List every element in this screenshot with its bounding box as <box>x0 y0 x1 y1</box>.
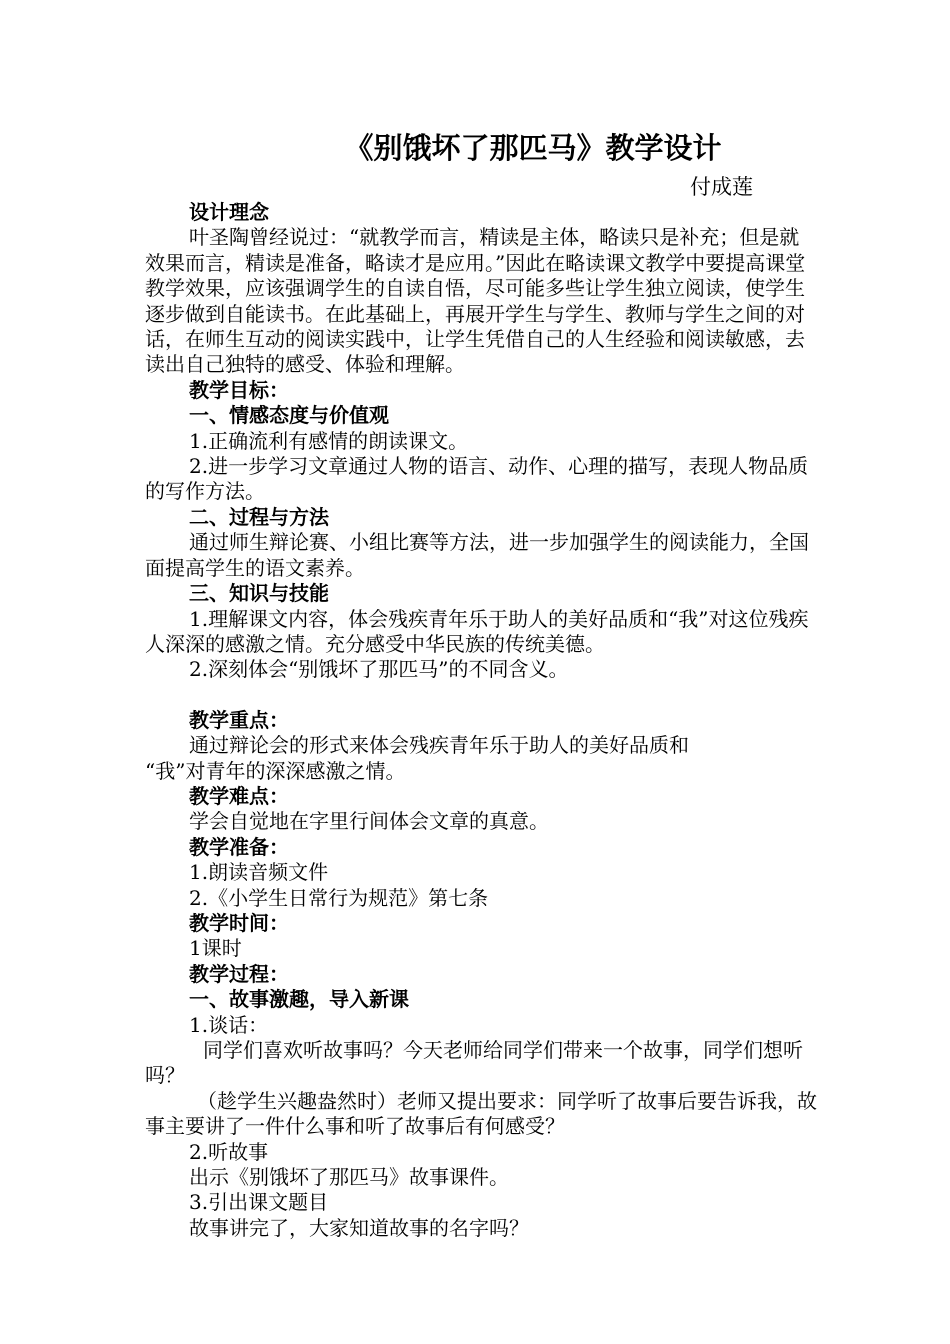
goal2-paragraph: 通过师生辩论赛、小组比赛等方法，进一步加强学生的阅读能力，全国面提高学生的语文素养。 <box>145 530 809 580</box>
goal3-heading: 三、知识与技能 <box>189 581 329 606</box>
prep-item2: 2.《小学生日常行为规范》第七条 <box>189 885 489 910</box>
concept-paragraph: 叶圣陶曾经说过：“就教学而言，精读是主体，略读只是补充；但是就效果而言，精读是准备，略读才是应用。”因此在略读课文教学中要提高课堂教学效果，应该强调学生的自读自悟，尽可能多些让学生独立阅读，使学生逐步做到自能读书。在此基础上，再展开学生与学生、教师与学生之间的对话，在师生互动的阅读实践中，让学生凭借自己的人生经验和阅读敏感，去读出自己独特的感受、体验和理解。 <box>145 225 806 377</box>
prep-heading: 教学准备： <box>189 834 289 859</box>
prep-item1: 1.朗读音频文件 <box>189 860 329 885</box>
process1-item1: 1.谈话： <box>189 1012 269 1037</box>
goal1-heading: 一、情感态度与价值观 <box>189 403 389 428</box>
goal3-item2: 2.深刻体会“别饿坏了那匹马”的不同含义。 <box>189 657 569 682</box>
time-paragraph: 1课时 <box>189 936 242 961</box>
goal1-item1: 1.正确流利有感情的朗读课文。 <box>189 428 469 453</box>
document-body <box>145 200 817 1241</box>
process1-request: （趁学生兴趣盎然时）老师又提出要求：同学听了故事后要告诉我，故事主要讲了一件什么事和听了故事后有何感受？ <box>145 1088 817 1139</box>
process1-item3-text: 故事讲完了，大家知道故事的名字吗？ <box>189 1215 529 1240</box>
difficulty-paragraph: 学会自觉地在字里行间体会文章的真意。 <box>189 809 549 834</box>
key-heading: 教学重点： <box>189 707 289 732</box>
time-heading: 教学时间： <box>189 910 289 935</box>
key-line1: 通过辩论会的形式来体会残疾青年乐于助人的美好品质和 <box>189 733 689 758</box>
process1-heading: 一、故事激趣，导入新课 <box>189 987 409 1012</box>
goal1-item2: 2.进一步学习文章通过人物的语言、动作、心理的描写，表现人物品质的写作方法。 <box>145 454 809 504</box>
blank-line <box>145 683 817 708</box>
process-heading: 教学过程： <box>189 961 289 986</box>
document-title: 《别饿坏了那匹马》教学设计 <box>344 131 722 165</box>
key-line2: “我”对青年的深深感激之情。 <box>145 758 406 783</box>
goal3-item1: 1.理解课文内容，体会残疾青年乐于助人的美好品质和“我”对这位残疾人深深的感激之情。充分感受中华民族的传统美德。 <box>145 606 809 656</box>
difficulty-heading: 教学难点： <box>189 783 289 808</box>
author-name: 付成莲 <box>690 175 753 199</box>
process1-item2: 2.听故事 <box>189 1139 269 1164</box>
process1-item2-text: 出示《别饿坏了那匹马》故事课件。 <box>189 1165 509 1190</box>
concept-heading: 设计理念 <box>189 200 269 224</box>
goal2-heading: 二、过程与方法 <box>189 504 329 529</box>
process1-item3: 3.引出课文题目 <box>189 1190 329 1215</box>
goals-heading: 教学目标： <box>189 377 289 402</box>
process1-talk: 同学们喜欢听故事吗？今天老师给同学们带来一个故事，同学们想听吗？ <box>145 1038 803 1088</box>
